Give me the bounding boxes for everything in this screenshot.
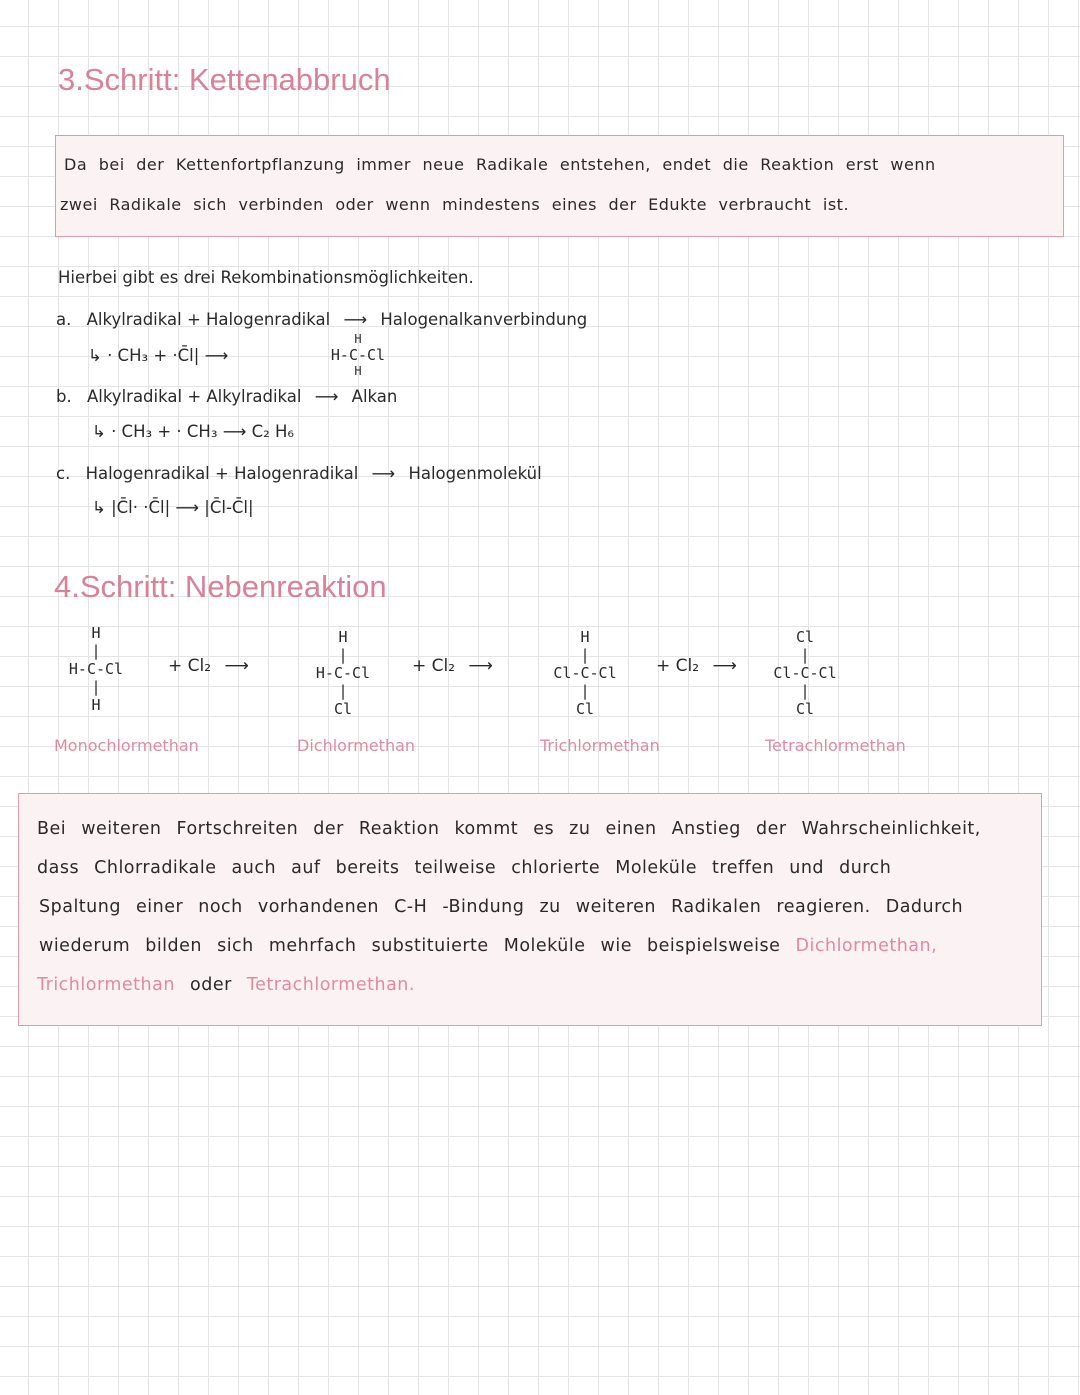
- molecule-2-label: Dichlormethan: [297, 736, 416, 755]
- molecule-4-bot: Cl: [795, 700, 815, 718]
- molecule-4-top: Cl: [795, 628, 815, 646]
- molecule-3-label: Trichlormethan: [540, 736, 660, 755]
- molecule-3-top: H: [580, 628, 590, 646]
- molecule-4-bond-bot: |: [800, 682, 810, 700]
- option-c-header: [56, 464, 542, 483]
- option-b-text: Alkylradikal + Alkylradikal: [86, 387, 302, 406]
- molecule-2-bot: Cl: [333, 700, 353, 718]
- molecule-1-bot: H: [91, 696, 101, 714]
- molecule-1-mid: H-C-Cl: [68, 660, 124, 678]
- explanation-line-2: dass Chlorradikale auch auf bereits teilweise chlorierte Moleküle treffen und durch: [37, 858, 892, 878]
- arrow-2: ⟶: [468, 656, 493, 676]
- reagent-2: + Cl₂: [412, 656, 456, 676]
- option-a-product: Halogenalkanverbindung: [380, 310, 588, 329]
- option-c-arrow: ⟶: [371, 464, 396, 483]
- molecule-2-top: H: [338, 628, 348, 646]
- option-a-text: Alkylradikal + Halogenradikal: [86, 310, 331, 329]
- arrow-1: ⟶: [224, 656, 249, 676]
- option-c-letter: c.: [56, 464, 71, 483]
- option-a-structure-mid: H-C-Cl: [330, 346, 386, 364]
- option-b-header: [56, 387, 397, 406]
- option-b-letter: b.: [56, 387, 72, 406]
- reaction-step-3: [656, 656, 745, 676]
- section3-title: 3.Schritt: Kettenabbruch: [58, 62, 391, 97]
- option-b-product: Alkan: [351, 387, 398, 406]
- option-c-product: Halogenmolekül: [408, 464, 542, 483]
- option-a-equation: ↳ · CH₃ + ·C̄l| ⟶: [88, 346, 229, 365]
- molecule-1-bond-top: |: [91, 642, 101, 660]
- molecule-3-bot: Cl: [575, 700, 595, 718]
- option-c-text: Halogenradikal + Halogenradikal: [85, 464, 359, 483]
- option-a-structure: [318, 332, 398, 378]
- molecule-2-mid: H-C-Cl: [315, 664, 371, 682]
- molecule-1-bond-bot: |: [91, 678, 101, 696]
- box-line-2: zwei Radikale sich verbinden oder wenn mindestens eines der Edukte verbraucht ist.: [60, 195, 850, 214]
- reaction-step-2: [412, 656, 501, 676]
- molecule-3-mid: Cl-C-Cl: [553, 664, 617, 682]
- option-a-structure-top: H: [354, 332, 362, 346]
- option-a-structure-bot: H: [354, 364, 362, 378]
- reaction-step-1: [168, 656, 257, 676]
- reagent-1: + Cl₂: [168, 656, 212, 676]
- molecule-2: [288, 628, 398, 718]
- explanation-line-5: [37, 966, 415, 1005]
- molecule-4-label: Tetrachlormethan: [765, 736, 906, 755]
- option-a-arrow: ⟶: [343, 310, 368, 329]
- explanation-box: [18, 793, 1042, 1026]
- highlight-trichlormethan: Trichlormethan: [37, 975, 175, 995]
- molecule-4-mid: Cl-C-Cl: [773, 664, 837, 682]
- molecule-1-label: Monochlormethan: [54, 736, 199, 755]
- arrow-3: ⟶: [712, 656, 737, 676]
- molecule-2-bond-top: |: [338, 646, 348, 664]
- reagent-3: + Cl₂: [656, 656, 700, 676]
- recombination-intro: Hierbei gibt es drei Rekombinationsmöglichkeiten.: [58, 268, 474, 287]
- explanation-line-3: Spaltung einer noch vorhandenen C-H -Bindung zu weiteren Radikalen reagieren. Dadurch: [39, 897, 964, 917]
- molecule-3-bond-bot: |: [580, 682, 590, 700]
- highlight-tetrachlormethan: Tetrachlormethan.: [246, 975, 415, 995]
- connector-oder: oder: [190, 975, 232, 995]
- option-b-arrow: ⟶: [314, 387, 339, 406]
- option-a-letter: a.: [56, 310, 72, 329]
- option-a-header: [56, 310, 587, 329]
- molecule-1: [46, 624, 146, 714]
- explanation-line-4-text: wiederum bilden sich mehrfach substituierte Moleküle wie beispielsweise: [39, 936, 781, 956]
- section4-title: 4.Schritt: Nebenreaktion: [54, 569, 387, 604]
- molecule-3: [530, 628, 640, 718]
- molecule-1-top: H: [91, 624, 101, 642]
- molecule-3-bond-top: |: [580, 646, 590, 664]
- explanation-line-1: Bei weiteren Fortschreiten der Reaktion kommt es zu einen Anstieg der Wahrscheinlichkeit,: [37, 819, 981, 839]
- explanation-line-4: [39, 927, 937, 966]
- highlight-dichlormethan: Dichlormethan,: [795, 936, 938, 956]
- molecule-2-bond-bot: |: [338, 682, 348, 700]
- option-b-equation: ↳ · CH₃ + · CH₃ ⟶ C₂ H₆: [92, 422, 294, 441]
- molecule-4-bond-top: |: [800, 646, 810, 664]
- option-c-equation: ↳ |C̄l· ·C̄l| ⟶ |C̄l-C̄l|: [92, 498, 254, 517]
- box-line-1: Da bei der Kettenfortpflanzung immer neue Radikale entstehen, endet die Reaktion erst wenn: [64, 155, 936, 174]
- definition-box: [55, 135, 1064, 237]
- molecule-4: [750, 628, 860, 718]
